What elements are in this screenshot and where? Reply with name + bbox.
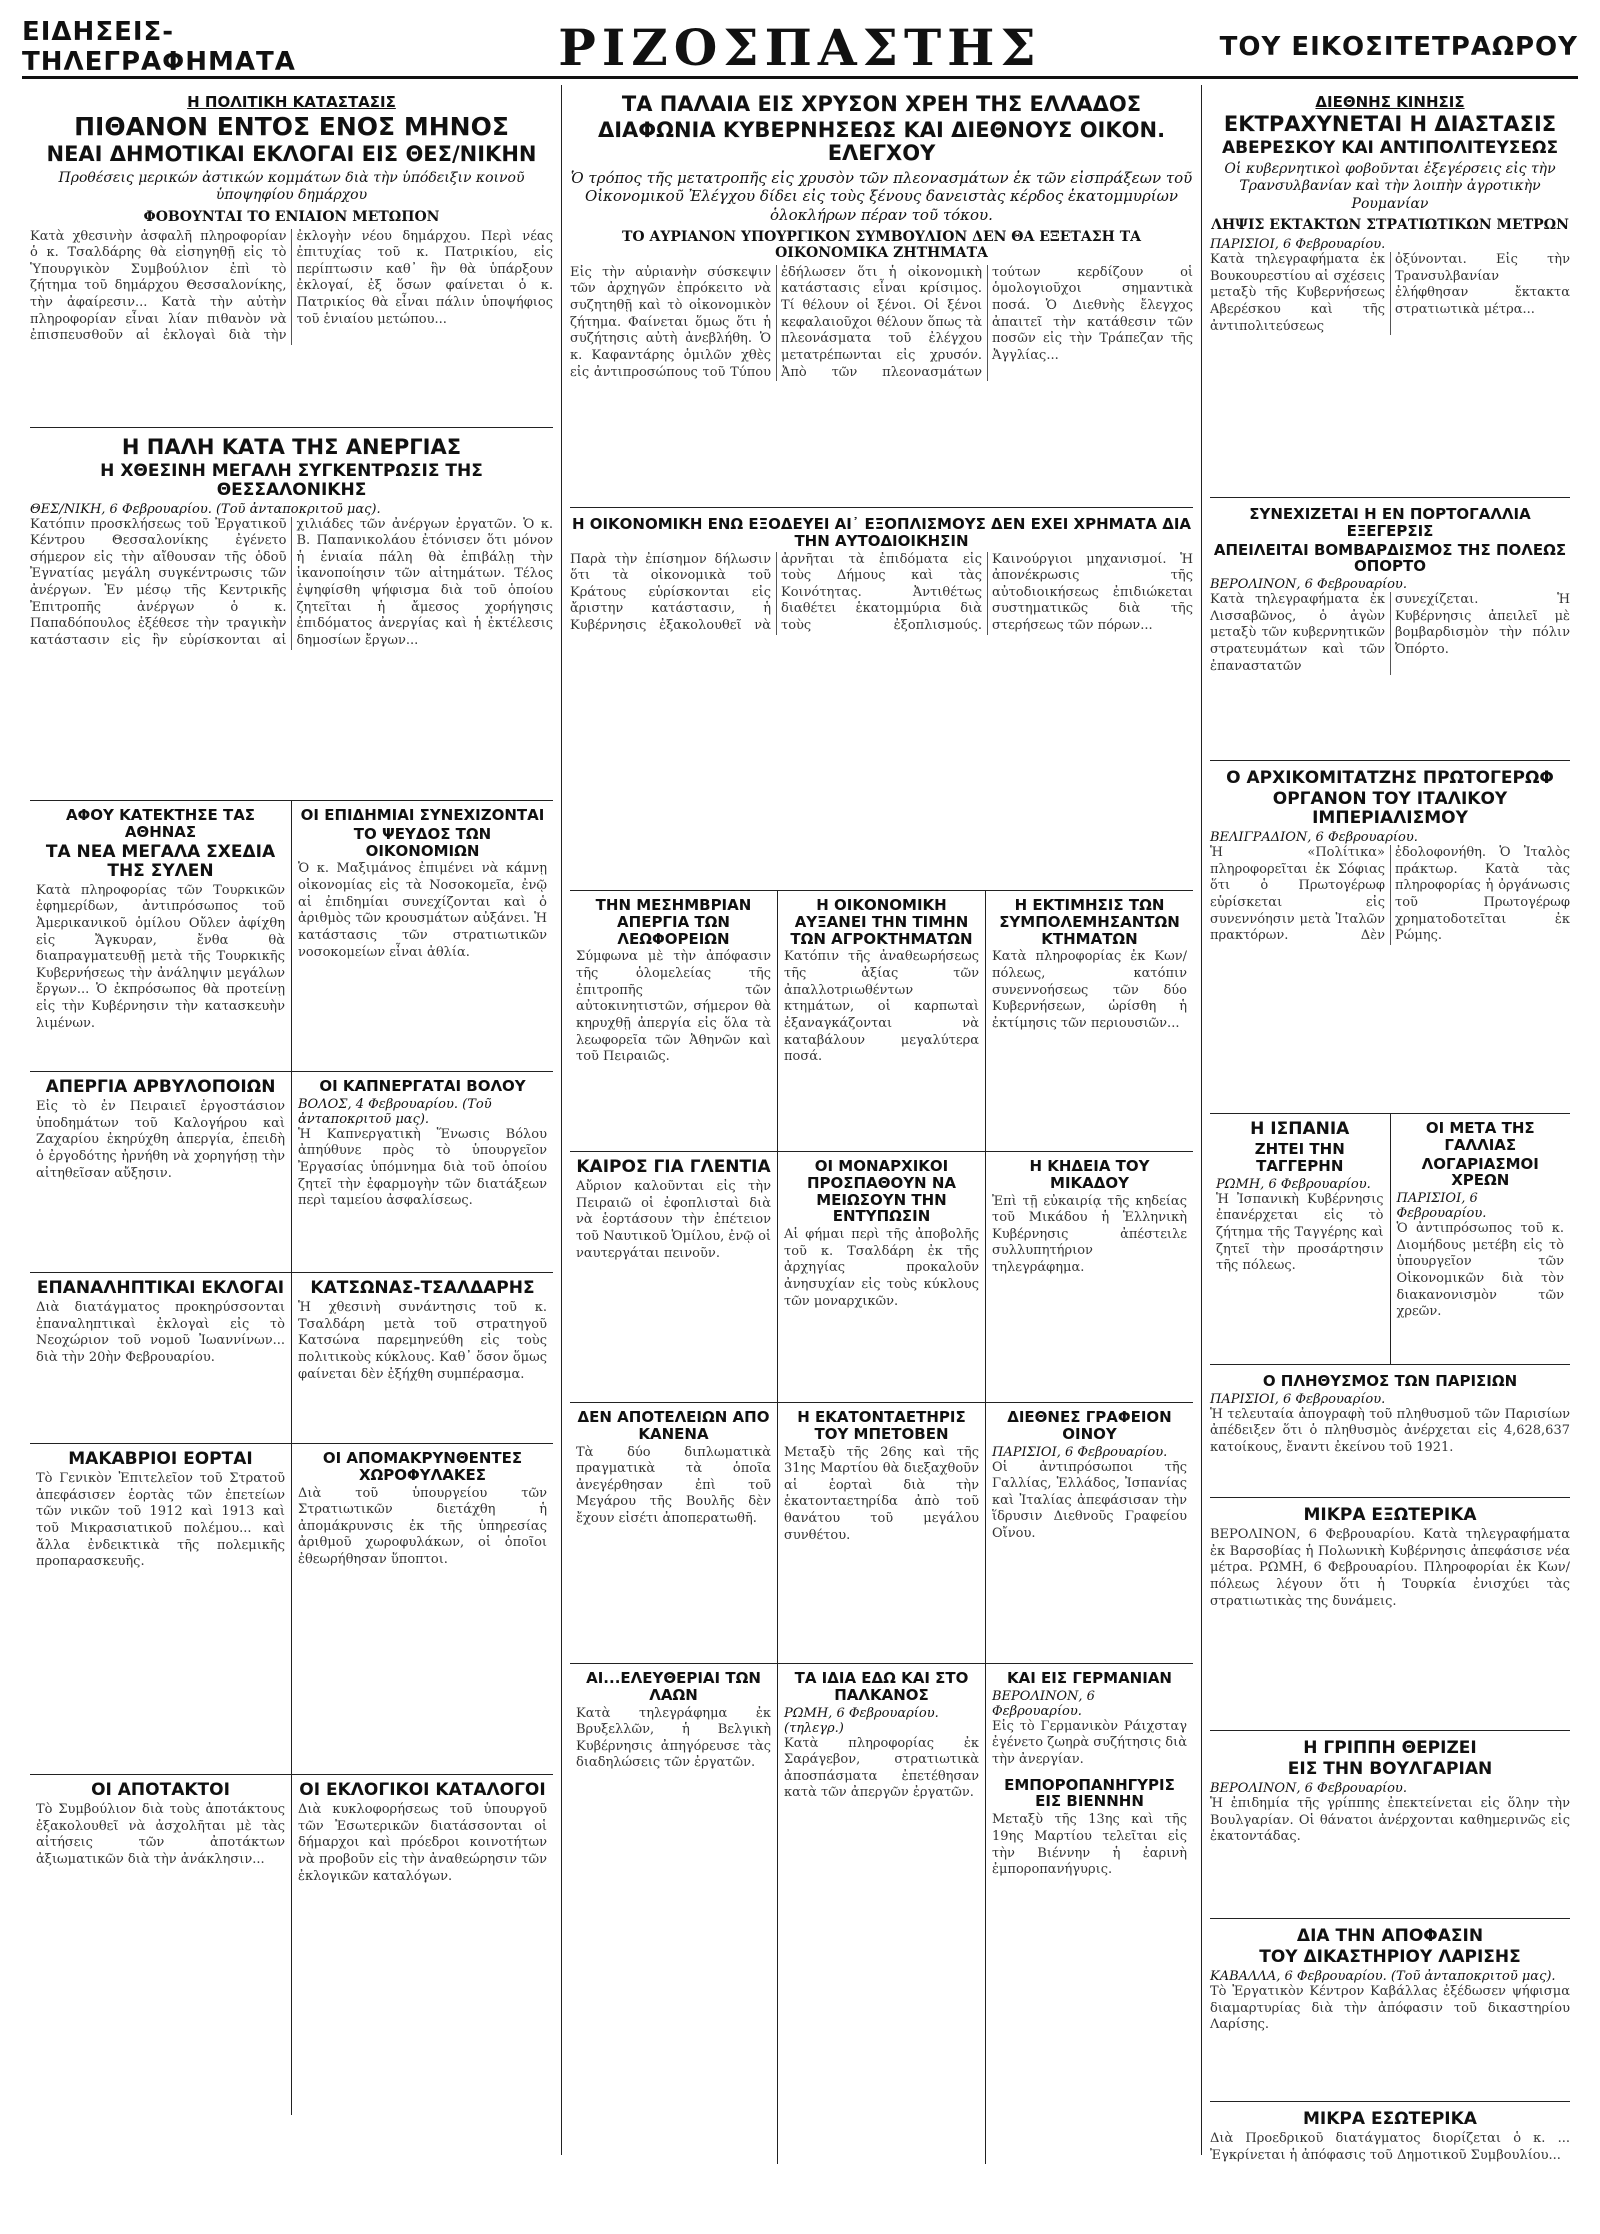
article-gold-debts [570,85,1193,508]
dateline: ΚΑΒΑΛΛΑ, 6 Φεβρουαρίου. (Τοῦ ἀνταποκριτοῦ μας). [1210,1969,1556,1985]
headline: ΟΡΓΑΝΟΝ ΤΟΥ ΙΤΑΛΙΚΟΥ ΙΜΠΕΡΙΑΛΙΣΜΟΥ [1272,789,1508,829]
section-label-left: ΕΙΔΗΣΕΙΣ-ΤΗΛΕΓΡΑΦΗΜΑΤΑ [22,17,296,77]
kicker: Η ΠΟΛΙΤΙΚΗ ΚΑΤΑΣΤΑΣΙΣ [187,93,396,111]
dateline: ΠΑΡΙΣΙΟΙ, 6 Φεβρουαρίου. [992,1444,1168,1460]
dateline: ΠΑΡΙΣΙΟΙ, 6 Φεβρουαρίου. [1210,1391,1386,1407]
column-right [1202,85,1578,2163]
headline: ΟΙ ΜΟΝΑΡΧΙΚΟΙ ΠΡΟΣΠΑΘΟΥΝ ΝΑ ΜΕΙΩΣΟΥΝ ΤΗΝ ΕΝΤΥΠΩΣΙΝ [806,1157,956,1226]
headline: ΤΑ ΙΔΙΑ ΕΔΩ ΚΑΙ ΣΤΟ ΠΑΛΚΑΝΟΣ [794,1669,969,1704]
article-land-prices [778,891,986,1151]
article-body: Τὸ Γενικὸν Ἐπιτελεῖον τοῦ Στρατοῦ ἀπεφάσισεν ἑορτὰς τῶν ἐπετείων τῶν νικῶν τοῦ 1912 καὶ 1913 καὶ τοῦ Μικρασιατικοῦ πολέμου... καὶ ἄλλα ἐνδεικτικὰ τῆς πολεμικῆς προπαρασκευῆς. [36,1471,285,1570]
article-elections [30,85,553,428]
column-left [22,85,562,2155]
headline: ΤΟΥ ΔΙΚΑΣΤΗΡΙΟΥ ΛΑΡΙΣΗΣ [1259,1947,1521,1968]
headline: ΑΙ...ΕΛΕΥΘΕΡΙΑΙ ΤΩΝ ΛΑΩΝ [586,1669,761,1704]
article-body: Διὰ κυκλοφορήσεως τοῦ ὑπουργοῦ τῶν Ἐσωτερικῶν διατάσσονται οἱ δήμαρχοι καὶ πρόεδροι κοινοτήτων νὰ προβοῦν εἰς τὴν ἀναθεώρησιν τῶν ἐκλογικῶν καταλόγων. [298,1802,547,1884]
article-body: Εἰς τὸ Γερμανικὸν Ράιχσταγ ἐγένετο ζωηρὰ συζήτησις διὰ τὴν ἀνεργίαν. [992,1718,1187,1768]
article-balkans [778,1664,986,2164]
article-body: Κατὰ τηλεγραφήματα ἐκ Βουκουρεστίου αἱ σχέσεις μεταξὺ τῆς Κυβερνήσεως Αβερέσκου καὶ τῆς ἀντιπολιτεύσεως ὀξύνονται. Εἰς τὴν Τρανσυλβανίαν ἐλήφθησαν ἔκτακτα στρατιωτικὰ μέτρα... [1210,252,1570,334]
headline: ΤΗΝ ΜΕΣΗΜΒΡΙΑΝ ΑΠΕΡΓΙΑ ΤΩΝ ΛΕΩΦΟΡΕΙΩΝ [595,896,752,948]
newspaper-title: ΡΙΖΟΣΠΑΣΤΗΣ [558,17,1042,77]
dateline: ΒΕΡΟΛΙΝΟΝ, 6 Φεβρουαρίου. [1210,1781,1407,1797]
subhead: ΤΟ ΑΥΡΙΑΝΟΝ ΥΠΟΥΡΓΙΚΟΝ ΣΥΜΒΟΥΛΙΟΝ ΔΕΝ ΘΑ ΕΞΕΤΑΣΗ ΤΑ ΟΙΚΟΝΟΜΙΚΑ ΖΗΤΗΜΑΤΑ [622,228,1141,261]
article-protogerov [1210,761,1570,1114]
article-row [1210,1114,1570,1365]
article-freedoms [570,1664,778,2164]
article-katsonas [292,1273,553,1443]
deck: Προθέσεις μερικών ἀστικών κομμάτων διὰ τὴν ὑπόδειξιν κοινοῦ ὑποψηφίου δημάρχου [58,169,525,204]
headline: ΕΜΠΟΡΟΠΑΝΗΓΥΡΙΣ ΕΙΣ ΒΙΕΝΝΗΝ [1004,1775,1175,1811]
article-dismissed-officers [30,1775,292,2115]
headline: ΔΙΑΦΩΝΙΑ ΚΥΒΕΡΝΗΣΕΩΣ ΚΑΙ ΔΙΕΘΝΟΥΣ ΟΙΚΟΝ. ΕΛΕΓΧΟΥ [597,117,1166,166]
headline: Ο ΠΛΗΘΥΣΜΟΣ ΤΩΝ ΠΑΡΙΣΙΩΝ [1262,1372,1518,1390]
article-electoral-lists [292,1775,553,2115]
headline: ΟΙ ΕΠΙΔΗΜΙΑΙ ΣΥΝΕΧΙΖΟΝΤΑΙ [300,806,545,824]
headline: Η ΚΗΔΕΙΑ ΤΟΥ ΜΙΚΑΔΟΥ [1029,1157,1150,1192]
article-body: Ἡ Καπνεργατικὴ Ἕνωσις Βόλου ἀπηύθυνε πρὸς τὸ ὑπουργεῖον Ἐργασίας ὑπόμνημα διὰ τοῦ ὁποίου ζητεῖ τὴν ἐφαρμογὴν τῶν διατάξεων περὶ ταμείου ἀσφαλίσεως. [298,1126,547,1209]
dateline: ΠΑΡΙΣΙΟΙ, 6 Φεβρουαρίου. [1396,1191,1487,1222]
dateline: ΡΩΜΗ, 6 Φεβρουαρίου. (τηλεγρ.) [784,1705,939,1736]
article-macabre-celebrations [30,1444,292,1774]
headline: Η ΙΣΠΑΝΙΑ [1250,1119,1350,1139]
headline: ΜΙΚΡΑ ΕΣΩΤΕΡΙΚΑ [1303,2109,1477,2129]
headline: ΔΙΕΘΝΕΣ ΓΡΑΦΕΙΟΝ ΟΙΝΟΥ [1007,1408,1172,1443]
article-estates [986,891,1193,1151]
headline: ΕΠΑΝΑΛΗΠΤΙΚΑΙ ΕΚΛΟΓΑΙ [36,1278,285,1298]
headline: ΚΑΙ ΕΙΣ ΓΕΡΜΑΝΙΑΝ [1007,1669,1172,1687]
article-body: ΒΕΡΟΛΙΝΟΝ, 6 Φεβρουαρίου. Κατὰ τηλεγραφήματα ἐκ Βαρσοβίας ἡ Πολωνικὴ Κυβέρνησις ἀπεφάσισε νέα μέτρα. ΡΩΜΗ, 6 Φεβρουαρίου. Πληροφορίαι ἐκ Κων/πόλεως λέγουν ὅτι ἡ Τουρκία ἐνισχύει τὰς στρατιωτικὰς της δυνάμεις. [1210,1527,1570,1609]
article-row [570,1152,1193,1403]
article-foreign-briefs [1210,1498,1570,1731]
article-body: Ὁ κ. Μαξιμάνος ἐπιμένει νὰ κάμνῃ οἰκονομίας εἰς τὰ Νοσοκομεῖα, ἐνῷ αἱ ἐπιδημίαι συνεχίζονται καὶ ὁ ἀριθμὸς τῶν κρουσμάτων αὐξάνει. Ἡ κατάστασις τῶν στρατιωτικῶν νοσοκομείων εἶναι ἀθλία. [298,861,547,960]
article-body: Ἡ «Πολίτικα» πληροφορεῖται ἐκ Σόφιας ὅτι ὁ Πρωτογέρωφ εὑρίσκεται εἰς συνεννόησιν μετὰ Ἰταλῶν πρακτόρων. Δὲν ἐδολοφονήθη. Ὁ Ἰταλὸς πράκτωρ. Κατὰ τὰς πληροφορίας ἡ ὀργάνωσις τοῦ Πρωτογέρωφ χρηματοδοτεῖται ἐκ Ρώμης. [1210,845,1570,944]
headline: ΜΑΚΑΒΡΙΟΙ ΕΟΡΤΑΙ [68,1449,253,1469]
headline: ΤΑ ΠΑΛΑΙΑ ΕΙΣ ΧΡΥΣΟΝ ΧΡΕΗ ΤΗΣ ΕΛΛΑΔΟΣ [621,92,1142,116]
article-france-debts [1391,1114,1571,1364]
article-gendarmes [292,1444,553,1774]
headline: ΜΙΚΡΑ ΕΞΩΤΕΡΙΚΑ [1303,1505,1477,1525]
article-row [30,801,553,1072]
subhead: ΤΑ ΝΕΑ ΜΕΓΑΛΑ ΣΧΕΔΙΑ ΤΗΣ ΣΥΛΕΝ [45,841,276,881]
article-body: Εἰς τὴν αὐριανὴν σύσκεψιν τῶν ἀρχηγῶν ἐπρόκειτο νὰ συζητηθῇ καὶ τὸ οἰκονομικὸν ζήτημα. Φαίνεται ὅμως ὅτι ἡ συζήτησις αὐτὴ ἀνεβλήθη. Ὁ κ. Καφαντάρης ὁμιλῶν χθὲς εἰς ἀντιπροσώπους τοῦ Τύπου ἐδήλωσεν ὅτι ἡ οἰκονομικὴ κατάστασις εἶναι κρίσιμος. Τί θέλουν οἱ ξένοι. Οἱ ξένοι κεφαλαιοῦχοι θέλουν ὅπως τὰ πλεονάσματα τοῦ ἐλέγχου μετατρέπωνται εἰς χρυσόν. Ἀπὸ τῶν πλεονασμάτων τούτων κερδίζουν οἱ ὁμολογιοῦχοι σημαντικὰ ποσά. Ὁ Διεθνὴς ἔλεγχος ἀπαιτεῖ τὴν κατάθεσιν τῶν ποσῶν εἰς τὴν Τράπεζαν τῆς Ἀγγλίας... [570,264,1193,380]
column-center [562,85,1202,2155]
article-row [30,1072,553,1273]
article-body: Ἡ Ἰσπανικὴ Κυβέρνησις ἐπανέρχεται εἰς τὸ ζήτημα τῆς Ταγγέρης καὶ ζητεῖ τὴν προσάρτησιν τῆς πόλεως. [1216,1191,1384,1274]
article-body: Κατὰ πληροφορίας ἐκ Κων/πόλεως, κατόπιν συνεννοήσεως τῶν δύο Κυβερνήσεων, ὡρίσθη ἡ ἐκτίμησις τῶν περιουσιῶν... [992,949,1187,1031]
article-beethoven [778,1403,986,1663]
dateline: ΡΩΜΗ, 6 Φεβρουαρίου. [1216,1176,1371,1192]
headline: ΕΚΤΡΑΧΥΝΕΤΑΙ Η ΔΙΑΣΤΑΣΙΣ [1223,112,1557,136]
article-bus-strike [570,891,778,1151]
article-body: Αὔριον καλοῦνται εἰς τὴν Πειραιῶ οἱ ἐφοπλισταὶ διὰ νὰ ἑορτάσουν τὴν ἐπέτειον τοῦ Ναυτικοῦ Ὁμίλου, ἐνῷ οἱ ναυτεργάται πεινοῦν. [576,1179,771,1261]
article-self-government [570,508,1193,891]
headline: ΑΠΕΙΛΕΙΤΑΙ ΒΟΜΒΑΡΔΙΣΜΟΣ ΤΗΣ ΠΟΛΕΩΣ ΟΠΟΡΤΟ [1213,540,1567,576]
headline: ΛΟΓΑΡΙΑΣΜΟΙ ΧΡΕΩΝ [1421,1154,1539,1190]
article-body: Τὸ Ἐργατικὸν Κέντρον Καβάλλας ἐξέδωσεν ψήφισμα διαμαρτυρίας διὰ τὴν ἀπόφασιν τοῦ δικαστηρίου Λαρίσης. [1210,1984,1570,2033]
article-nobody [570,1403,778,1663]
dateline: ΘΕΣ/ΝΙΚΗ, 6 Φεβρουαρίου. (Τοῦ ἀνταποκριτοῦ μας). [30,501,381,517]
headline: ΕΙΣ ΤΗΝ ΒΟΥΛΓΑΡΙΑΝ [1287,1759,1493,1780]
dateline: ΒΕΡΟΛΙΝΟΝ, 6 Φεβρουαρίου. [992,1688,1095,1719]
section-label-right: ΤΟΥ ΕΙΚΟΣΙΤΕΤΡΑΩΡΟΥ [1219,32,1578,62]
article-mikado-funeral [986,1152,1193,1402]
article-ulen [30,801,292,1071]
article-body: Μεταξὺ τῆς 13ης καὶ τῆς 19ης Μαρτίου τελεῖται εἰς τὴν Βιέννην ἡ ἐαρινὴ ἐμποροπανήγυρις. [992,1812,1187,1878]
article-germany [986,1664,1193,2164]
article-monarchists [778,1152,986,1402]
headline: Η ΟΙΚΟΝΟΜΙΚΗ ΑΥΞΑΝΕΙ ΤΗΝ ΤΙΜΗΝ ΤΩΝ ΑΓΡΟΚΤΗΜΑΤΩΝ [790,896,973,948]
article-body: Κατὰ πληροφορίας τῶν Τουρκικῶν ἐφημερίδων, ἀντιπρόσωπος τοῦ Ἀμερικανικοῦ ὁμίλου Οὔλεν ἀφίχθη εἰς Ἄγκυραν, ἔνθα θὰ διαπραγματευθῇ μετὰ τῆς Τουρκικῆς Κυβερνήσεως τὴν ἀνάληψιν μεγάλων ἔργων... Ὁ ἐκπρόσωπος θὰ προτείνῃ εἰς τὴν Κυβέρνησιν τὴν κατασκευὴν λιμένων. [36,882,285,1031]
subhead: ΛΗΨΙΣ ΕΚΤΑΚΤΩΝ ΣΤΡΑΤΙΩΤΙΚΩΝ ΜΕΤΡΩΝ [1211,217,1569,234]
headline: ΔΕΝ ΑΠΟΤΕΛΕΙΩΝ ΑΠΟ ΚΑΝΕΝΑ [577,1408,770,1443]
article-row [30,1775,553,2115]
dateline: ΒΕΡΟΛΙΝΟΝ, 6 Φεβρουαρίου. [1210,577,1407,593]
headline: ΚΑΙΡΟΣ ΓΙΑ ΓΛΕΝΤΙΑ [576,1157,771,1177]
article-flu-bulgaria [1210,1731,1570,1919]
article-body: Ὁ ἀντιπρόσωπος τοῦ κ. Διομήδους μετέβη εἰς τὸ ὑπουργεῖον τῶν Οἰκονομικῶν διὰ τὸν διακανονισμὸν τῶν χρεῶν. [1396,1221,1564,1320]
article-body: Κατόπιν τῆς ἀναθεωρήσεως τῆς ἀξίας τῶν ἀπαλλοτριωθέντων κτημάτων, οἱ καρπωταὶ ἐξαναγκάζονται νὰ καταβάλουν μεγαλύτερα ποσά. [784,949,979,1065]
headline: ΝΕΑΙ ΔΗΜΟΤΙΚΑΙ ΕΚΛΟΓΑΙ ΕΙΣ ΘΕΣ/ΝΙΚΗΝ [46,142,537,166]
article-body: Ἡ ἐπιδημία τῆς γρίππης ἐπεκτείνεται εἰς ὅλην τὴν Βουλγαρίαν. Οἱ θάνατοι ἀνέρχονται καθημερινῶς εἰς ἑκατοντάδας. [1210,1796,1570,1845]
article-epidemics [292,801,553,1071]
article-domestic-briefs [1210,2102,1570,2234]
headline: Η ΕΚΤΙΜΗΣΙΣ ΤΩΝ ΣΥΜΠΟΛΕΜΗΣΑΝΤΩΝ ΚΤΗΜΑΤΩΝ [999,896,1180,948]
article-body: Τὰ δύο διπλωματικὰ πραγματικὰ τὰ ὁποῖα ἀνεγέρθησαν ἐπὶ τοῦ Μεγάρου τῆς Βουλῆς δὲν ἔχουν εἰσέτι ἀποπερατωθῆ. [576,1444,771,1527]
headline: Ο ΑΡΧΙΚΟΜΙΤΑΤΖΗΣ ΠΡΩΤΟΓΕΡΩΦ [1226,768,1554,788]
headline: ΣΥΝΕΧΙΖΕΤΑΙ Η ΕΝ ΠΟΡΤΟΓΑΛΛΙΑ ΕΞΕΓΕΡΣΙΣ [1249,505,1531,540]
subhead: ΤΟ ΨΕΥΔΟΣ ΤΩΝ ΟΙΚΟΝΟΜΙΩΝ [353,824,492,860]
headline: Η ΧΘΕΣΙΝΗ ΜΕΓΑΛΗ ΣΥΓΚΕΝΤΡΩΣΙΣ ΤΗΣ ΘΕΣΣΑΛΟΝΙΚΗΣ [100,460,483,500]
article-body: Ἡ χθεσινὴ συνάντησις τοῦ κ. Τσαλδάρη μετὰ τοῦ στρατηγοῦ Κατσώνα παρεμηνεύθη εἰς τοὺς πολιτικοὺς κύκλους. Καθ᾽ ὅσον ὅμως φαίνεται δὲν ἐξήχθη συμπέρασμα. [298,1300,547,1382]
headline: ΠΙΘΑΝΟΝ ΕΝΤΟΣ ΕΝΟΣ ΜΗΝΟΣ [74,112,509,141]
article-body: Ἐπὶ τῇ εὐκαιρίᾳ τῆς κηδείας τοῦ Μικάδου ἡ Ἑλληνικὴ Κυβέρνησις ἀπέστειλε συλλυπητήριον τηλεγράφημα. [992,1193,1187,1276]
article-spain-tangier [1210,1114,1391,1364]
article-shoemakers-strike [30,1072,292,1272]
dateline: ΠΑΡΙΣΙΟΙ, 6 Φεβρουαρίου. [1210,237,1386,253]
article-body: Τὸ Συμβούλιον διὰ τοὺς ἀποτάκτους ἐξακολουθεῖ νὰ ἀσχολῆται μὲ τὰς αἰτήσεις τῶν ἀποτάκτων ἀξιωματικῶν διὰ τὴν ἀνάκλησιν... [36,1802,285,1867]
article-body: Κατὰ τηλεγραφήματα ἐκ Λισσαβῶνος, ὁ ἀγὼν μεταξὺ τῶν κυβερνητικῶν στρατευμάτων καὶ τῶν ἐπαναστατῶν συνεχίζεται. Ἡ Κυβέρνησις ἀπειλεῖ μὲ βομβαρδισμὸν τὴν πόλιν Ὀπόρτο. [1210,592,1570,674]
headline: Η ΓΡΙΠΠΗ ΘΕΡΙΖΕΙ [1303,1738,1477,1758]
headline: ΟΙ ΜΕΤΑ ΤΗΣ ΓΑΛΛΙΑΣ [1425,1119,1535,1154]
article-time-for-feasts [570,1152,778,1402]
article-wine-office [986,1403,1193,1663]
columns [22,85,1578,2163]
article-body: Μεταξὺ τῆς 26ης καὶ τῆς 31ης Μαρτίου θὰ διεξαχθοῦν αἱ ἑορταὶ διὰ τὴν ἑκατονταετηρίδα ἀπὸ τοῦ θανάτου τοῦ μεγάλου συνθέτου. [784,1444,979,1543]
article-body: Κατὰ πληροφορίας ἐκ Σαράγεβον, στρατιωτικὰ ἀποσπάσματα ἐπετέθησαν κατὰ τῶν ἀπεργῶν ἐργατῶν. [784,1735,979,1801]
article-body: Παρὰ τὴν ἐπίσημον δήλωσιν ὅτι τὰ οἰκονομικὰ τοῦ Κράτους εὑρίσκονται εἰς ἄριστην κατάστασιν, ἡ Κυβέρνησις ἐξακολουθεῖ νὰ ἀρνῆται τὰ ἐπιδόματα εἰς τοὺς Δήμους καὶ τὰς Κοινότητας. Ἀντιθέτως διαθέτει ἑκατομμύρια διὰ τοὺς ἐξοπλισμούς. Καινούργιοι μηχανισμοί. Ἡ ἀπονέκρωσις τῆς αὐτοδιοικήσεως ἐπιδιώκεται συστηματικῶς διὰ τῆς στερήσεως τῶν πόρων... [570,551,1193,634]
article-row [30,1444,553,1775]
article-unemployment [30,428,553,801]
deck: Ὁ τρόπος τῆς μετατροπῆς εἰς χρυσὸν τῶν πλεονασμάτων ἐκ τῶν εἰσπράξεων τοῦ Οἰκονομικοῦ Ἐλέγχου δίδει εἰς τοὺς ξένους δανειστὰς κέρδος ἑκατομμυρίων ὁλοκλήρων πέραν τοῦ τόκου. [570,168,1193,225]
article-by-elections [30,1273,292,1443]
article-portugal [1210,498,1570,761]
headline: ΖΗΤΕΙ ΤΗΝ ΤΑΓΓΕΡΗΝ [1254,1140,1345,1175]
headline: ΟΙ ΚΑΠΝΕΡΓΑΤΑΙ ΒΟΛΟΥ [319,1077,526,1095]
headline: ΟΙ ΑΠΟΜΑΚΡΥΝΘΕΝΤΕΣ ΧΩΡΟΦΥΛΑΚΕΣ [322,1449,523,1484]
article-body: Αἱ φήμαι περὶ τῆς ἀποβολῆς τοῦ κ. Τσαλδάρη ἐκ τῆς ἀρχηγίας προκαλοῦν ἀνησυχίαν εἰς τοὺς κύκλους τῶν μοναρχικῶν. [784,1227,979,1309]
article-body: Κατὰ χθεσινὴν ἀσφαλῆ πληροφορίαν ὁ κ. Τσαλδάρης θὰ εἰσηγηθῇ εἰς τὸ Ὑπουργικὸν Συμβούλιον ἐπὶ τὸ ζήτημα τοῦ δημάρχου Θεσσαλονίκης, τὴν ἀφαίρεσιν... Κατὰ τὴν αὐτὴν πληροφορίαν εἶναι λίαν πιθανὸν νὰ ἐπισπευσθοῦν αἱ ἐκλογαὶ διὰ τὴν ἐκλογὴν νέου δημάρχου. Περὶ νέας ἐπιτυχίας τοῦ κ. Πατρικίου, εἰς περίπτωσιν καθ᾽ ἣν θὰ ὑπάρξουν ἐκλογαί, ἐξ ὅσων φαίνεται ὁ κ. Πατρικίος θὰ εἶναι πάλιν ὑποψήφιος τοῦ ἑνιαίου μετώπου... [30,228,553,344]
article-body: Σύμφωνα μὲ τὴν ἀπόφασιν τῆς ὁλομελείας τῆς ἐπιτροπῆς τῶν αὐτοκινητιστῶν, σήμερον θὰ κηρυχθῇ ἀπεργία εἰς ὅλα τὰ λεωφορεῖα τῶν Ἀθηνῶν καὶ τοῦ Πειραιῶς. [576,949,771,1065]
dateline: ΒΕΛΙΓΡΑΔΙΟΝ, 6 Φεβρουαρίου. [1210,830,1418,846]
article-romania [1210,85,1570,498]
article-body: Κατὰ τηλεγράφημα ἐκ Βρυξελλῶν, ἡ Βελγικὴ Κυβέρνησις ἀπηγόρευσε τὰς διαδηλώσεις τῶν ἐργατῶν. [576,1705,771,1771]
article-row [570,1664,1193,2164]
article-body: Εἰς τὸ ἐν Πειραιεῖ ἐργοστάσιον ὑποδημάτων τοῦ Καλογήρου καὶ Ζαχαρίου ἐκηρύχθη ἀπεργία, ἐπειδὴ ὁ ἐργοδότης ἠρνήθη νὰ χορηγήσῃ τὴν αἰτηθεῖσαν αὔξησιν. [36,1099,285,1181]
article-row [30,1273,553,1444]
article-body: Ἡ τελευταία ἀπογραφὴ τοῦ πληθυσμοῦ τῶν Παρισίων ἀπέδειξεν ὅτι ὁ πληθυσμὸς ἀνέρχεται εἰς 4,628,637 κατοίκους, ἔναντι ἐκείνου τοῦ 1921. [1210,1406,1570,1456]
article-body: Κατόπιν προσκλήσεως τοῦ Ἐργατικοῦ Κέντρου Θεσσαλονίκης ἐγένετο σήμερον εἰς τὴν αἴθουσαν τῆς ὁδοῦ Ἐγνατίας μεγάλη συγκέντρωσις τῶν ἀνέργων. Ἐν μέσῳ τῆς Κεντρικῆς Ἐπιτροπῆς ἀνέργων ὁ κ. Παπαδόπουλος ἐξέθεσε τὴν τραγικὴν κατάστασιν εἰς ἣν εὑρίσκονται αἱ χιλιάδες τῶν ἀνέργων ἐργατῶν. Ὁ κ. Β. Παπανικολάου ἐτόνισεν ὅτι μόνον ἡ ἑνιαία πάλη θὰ ἐπιβάλῃ τὴν ἱκανοποίησιν τῶν αἰτημάτων. Τέλος ἐψηφίσθη ψήφισμα διὰ τοῦ ὁποίου ζητεῖται ἡ ἄμεσος χορήγησις ἐπιδόματος ἀνεργίας καὶ ἡ ἐκτέλεσις δημοσίων ἔργων... [30,516,553,648]
article-body: Διὰ διατάγματος προκηρύσσονται ἐπαναληπτικαὶ ἐκλογαὶ εἰς τὸ Νεοχώριον τοῦ νομοῦ Ἰωαννίνων... διὰ τὴν 20ὴν Φεβρουαρίου. [36,1300,285,1365]
headline: ΑΒΕΡΕΣΚΟΥ ΚΑΙ ΑΝΤΙΠΟΛΙΤΕΥΣΕΩΣ [1221,137,1559,158]
article-body: Διὰ Προεδρικοῦ διατάγματος διορίζεται ὁ κ. ... Ἐγκρίνεται ἡ ἀπόφασις τοῦ Δημοτικοῦ Συμβουλίου... [1210,2131,1570,2163]
subhead: ΦΟΒΟΥΝΤΑΙ ΤΟ ΕΝΙΑΙΟΝ ΜΕΤΩΠΟΝ [143,208,440,225]
headline: ΔΙΑ ΤΗΝ ΑΠΟΦΑΣΙΝ [1296,1926,1484,1946]
article-row [570,891,1193,1152]
headline: Η ΠΑΛΗ ΚΑΤΑ ΤΗΣ ΑΝΕΡΓΙΑΣ [121,435,462,459]
headline: ΑΠΕΡΓΙΑ ΑΡΒΥΛΟΠΟΙΩΝ [45,1077,276,1097]
article-tobacco-workers [292,1072,553,1272]
article-larissa-court [1210,1919,1570,2102]
headline: Η ΕΚΑΤΟΝΤΑΕΤΗΡΙΣ ΤΟΥ ΜΠΕΤΟΒΕΝ [797,1408,966,1443]
deck: Οἱ κυβερνητικοὶ φοβοῦνται ἐξεγέρσεις εἰς τὴν Τρανσυλβανίαν καὶ τὴν λοιπὴν ἀγροτικὴν Ρουμανίαν [1224,160,1556,212]
headline: Η ΟΙΚΟΝΟΜΙΚΗ ΕΝΩ ΕΞΟΔΕΥΕΙ ΑΙ᾽ ΕΞΟΠΛΙΣΜΟΥΣ ΔΕΝ ΕΧΕΙ ΧΡΗΜΑΤΑ ΔΙΑ ΤΗΝ ΑΥΤΟΔΙΟΙΚΗΣΙΝ [571,515,1192,550]
headline: ΑΦΟΥ ΚΑΤΕΚΤΗΣΕ ΤΑΣ ΑΘΗΝΑΣ [65,806,256,841]
headline: ΟΙ ΕΚΛΟΓΙΚΟΙ ΚΑΤΑΛΟΓΟΙ [299,1780,546,1800]
article-body: Διὰ τοῦ ὑπουργείου τῶν Στρατιωτικῶν διετάχθη ἡ ἀπομάκρυνσις ἐκ τῆς ὑπηρεσίας ἀριθμοῦ χωροφυλάκων, οἱ ὁποῖοι ἐθεωρήθησαν ὕποπτοι. [298,1485,547,1568]
article-row [570,1403,1193,1664]
article-body: Οἱ ἀντιπρόσωποι τῆς Γαλλίας, Ἑλλάδος, Ἰσπανίας καὶ Ἰταλίας ἀπεφάσισαν τὴν ἵδρυσιν Διεθνοῦς Γραφείου Οἴνου. [992,1459,1187,1542]
article-paris-population [1210,1365,1570,1498]
masthead [22,18,1578,79]
headline: ΟΙ ΑΠΟΤΑΚΤΟΙ [91,1780,230,1800]
dateline: ΒΟΛΟΣ, 4 Φεβρουαρίου. (Τοῦ ἀνταποκριτοῦ μας). [298,1096,492,1127]
kicker: ΔΙΕΘΝΗΣ ΚΙΝΗΣΙΣ [1315,93,1465,111]
headline: ΚΑΤΣΩΝΑΣ-ΤΣΑΛΔΑΡΗΣ [310,1278,535,1298]
